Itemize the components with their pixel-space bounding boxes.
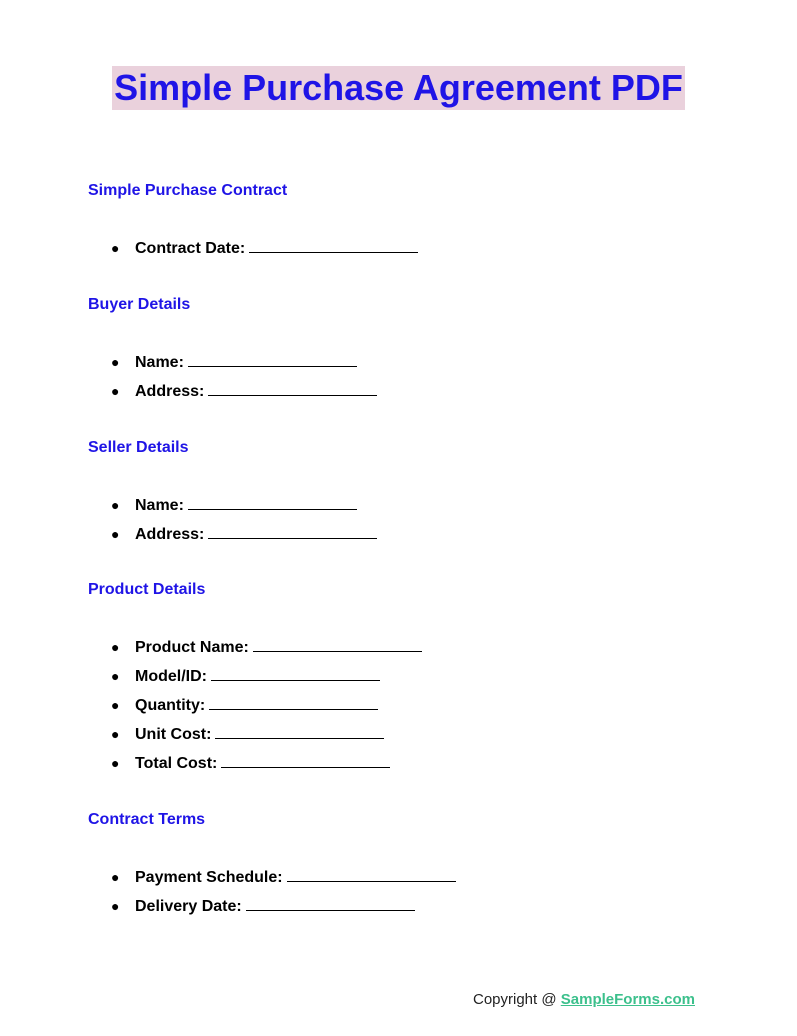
field-label: Product Name:: [135, 639, 249, 656]
field-seller-address: [111, 524, 377, 545]
bullet-icon: ●: [111, 526, 120, 542]
page-title: Simple Purchase Agreement PDF: [114, 67, 683, 108]
field-buyer-name: [111, 352, 357, 373]
field-label: Address:: [135, 526, 205, 543]
fill-in-blank[interactable]: [221, 753, 390, 768]
field-seller-name: [111, 495, 357, 516]
bullet-icon: ●: [111, 755, 120, 771]
fill-in-blank[interactable]: [253, 637, 422, 652]
field-total-cost: [111, 753, 390, 774]
field-label: Name:: [135, 354, 184, 371]
title-container: [0, 66, 797, 110]
fill-in-blank[interactable]: [287, 867, 456, 882]
bullet-icon: ●: [111, 668, 120, 684]
fill-in-blank[interactable]: [211, 666, 380, 681]
section-heading-terms: Contract Terms: [88, 811, 206, 828]
fill-in-blank[interactable]: [215, 724, 384, 739]
bullet-icon: ●: [111, 898, 120, 914]
bullet-icon: ●: [111, 354, 120, 370]
fill-in-blank[interactable]: [246, 896, 415, 911]
field-label: Quantity:: [135, 697, 206, 714]
section-heading-seller: Seller Details: [88, 439, 189, 456]
field-label: Model/ID:: [135, 668, 207, 685]
field-payment-schedule: [111, 867, 456, 888]
bullet-icon: ●: [111, 383, 120, 399]
field-quantity: [111, 695, 378, 716]
field-label: Delivery Date:: [135, 898, 242, 915]
bullet-icon: ●: [111, 869, 120, 885]
section-heading-contract: Simple Purchase Contract: [88, 182, 288, 199]
bullet-icon: ●: [111, 497, 120, 513]
copyright-footer: [473, 990, 695, 1010]
bullet-icon: ●: [111, 639, 120, 655]
sampleforms-link[interactable]: SampleForms.com: [560, 991, 695, 1008]
fill-in-blank[interactable]: [249, 238, 418, 253]
field-product-name: [111, 637, 422, 658]
field-label: Payment Schedule:: [135, 869, 283, 886]
fill-in-blank[interactable]: [208, 381, 377, 396]
fill-in-blank[interactable]: [208, 524, 377, 539]
field-label: Address:: [135, 383, 205, 400]
fill-in-blank[interactable]: [209, 695, 378, 710]
copyright-text: Copyright @: [473, 991, 561, 1008]
section-heading-product: Product Details: [88, 581, 206, 598]
bullet-icon: ●: [111, 697, 120, 713]
fill-in-blank[interactable]: [188, 352, 357, 367]
field-contract-date: [111, 238, 418, 259]
field-buyer-address: [111, 381, 377, 402]
field-label: Total Cost:: [135, 755, 218, 772]
field-label: Unit Cost:: [135, 726, 212, 743]
fill-in-blank[interactable]: [188, 495, 357, 510]
bullet-icon: ●: [111, 726, 120, 742]
section-heading-buyer: Buyer Details: [88, 296, 191, 313]
field-label: Name:: [135, 497, 184, 514]
bullet-icon: ●: [111, 240, 120, 256]
field-model-id: [111, 666, 380, 687]
field-label: Contract Date:: [135, 240, 246, 257]
field-unit-cost: [111, 724, 384, 745]
field-delivery-date: [111, 896, 415, 917]
